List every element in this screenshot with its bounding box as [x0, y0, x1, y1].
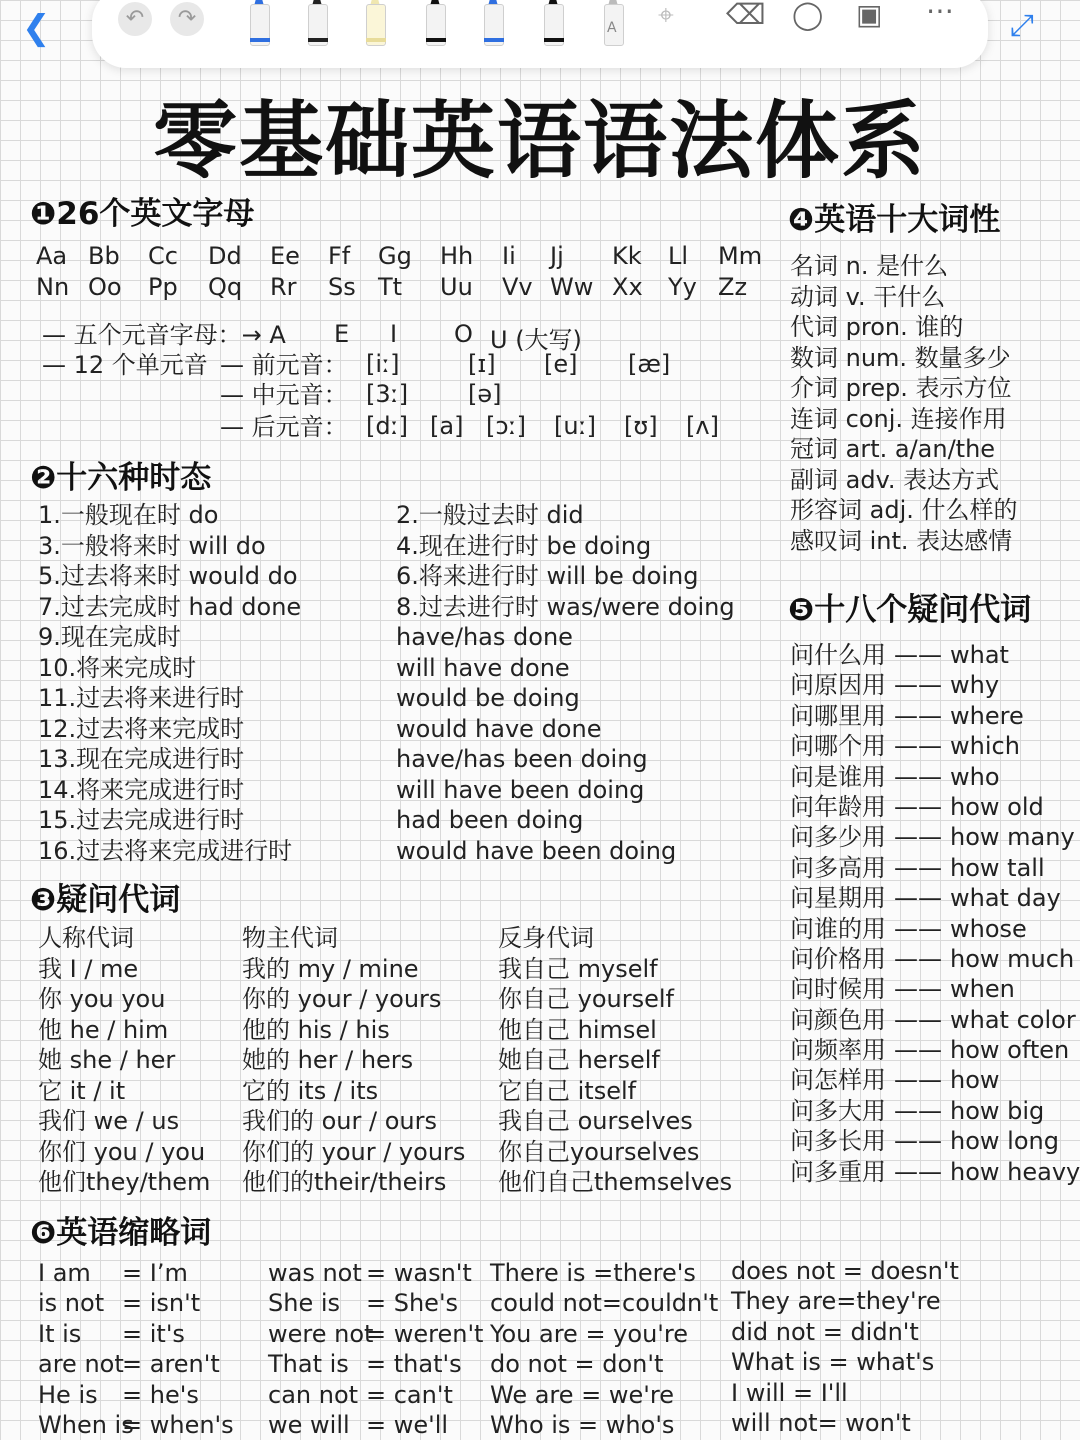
contraction-full: is not — [38, 1289, 105, 1318]
question-word-purpose: 问原因用 — [790, 671, 886, 700]
parts-of-speech-list — [790, 251, 1075, 556]
marker-blue-icon[interactable] — [482, 0, 504, 46]
alphabet-letter: Qq — [208, 273, 243, 301]
vowel-letters — [330, 320, 630, 354]
contraction-short: = he's — [122, 1380, 199, 1409]
front-vowel-label: — 前元音： — [220, 351, 348, 379]
question-word-answer: how heavy — [950, 1157, 1080, 1186]
pronoun-item: 她自己 herself — [498, 1046, 660, 1074]
phonetic-symbol: [uː] — [554, 412, 597, 440]
reflexive-pronouns-column — [498, 923, 778, 1198]
question-word-dash: —— — [894, 975, 942, 1004]
tense-item: have/has done — [396, 623, 573, 651]
alphabet-letter: Ff — [328, 242, 351, 270]
personal-pronouns-column — [38, 923, 238, 1198]
question-word-answer: whose — [950, 914, 1027, 943]
tense-item: 2.一般过去时 did — [396, 501, 584, 529]
tense-item: 10.将来完成时 — [38, 653, 197, 682]
question-word-answer: how tall — [950, 853, 1045, 882]
expand-icon[interactable]: ⤢ — [1010, 8, 1034, 43]
alphabet-letter: Vv — [502, 273, 533, 301]
tenses-left-column — [38, 500, 388, 866]
undo-icon[interactable]: ↶ — [118, 2, 152, 36]
question-word-answer: what color — [950, 1005, 1076, 1034]
alphabet-letter: Gg — [378, 242, 412, 270]
tense-item: 15.过去完成进行时 — [38, 806, 245, 834]
phonetic-symbol: [ə] — [468, 380, 502, 408]
marker-black-icon[interactable] — [424, 0, 446, 46]
question-word-purpose: 问星期用 — [790, 884, 886, 913]
tense-item: 6.将来进行时 will be doing — [396, 562, 699, 590]
question-word-row — [790, 1005, 1078, 1035]
pronoun-item: 你们的 your / yours — [242, 1137, 466, 1166]
question-word-row — [790, 1126, 1078, 1156]
pronoun-item: 她 she / her — [38, 1046, 176, 1074]
contraction-row — [38, 1380, 258, 1410]
pronoun-item: 他 he / him — [38, 1015, 169, 1044]
contractions-column-3 — [490, 1258, 725, 1440]
pronoun-item: 它自己 itself — [498, 1076, 637, 1105]
question-word-purpose: 问频率用 — [790, 1036, 886, 1065]
phonetic-symbol: [3ː] — [366, 380, 409, 408]
central-vowels — [366, 380, 566, 410]
question-word-row — [790, 701, 1078, 731]
question-word-row — [790, 1035, 1078, 1065]
chevron-left-icon[interactable]: ❮ — [22, 8, 51, 48]
question-word-row — [790, 883, 1078, 913]
tense-item: 1.一般现在时 do — [38, 501, 219, 529]
alphabet-letter: Jj — [550, 242, 564, 270]
pronoun-item: 他自己 himsel — [498, 1015, 657, 1044]
contraction-short: = I’m — [122, 1259, 188, 1287]
tense-item: would be doing — [396, 684, 580, 712]
question-word-purpose: 问哪里用 — [790, 701, 886, 730]
question-word-row — [790, 792, 1078, 822]
alphabet-letter: Ss — [328, 273, 356, 301]
alphabet-letter: Mm — [718, 242, 763, 270]
question-word-dash: —— — [894, 914, 942, 943]
question-word-purpose: 问多长用 — [790, 1127, 886, 1156]
more-icon[interactable]: ⋯ — [926, 0, 954, 27]
contraction-row: do not = don't — [490, 1350, 664, 1379]
phonetic-symbol: [ɪ] — [468, 350, 496, 378]
pronoun-item: 你 you you — [38, 985, 166, 1013]
page-title: 零基础英语语法体系 — [152, 92, 927, 190]
alphabet-letter: Zz — [718, 273, 748, 301]
question-word-row — [790, 853, 1078, 883]
contraction-row — [268, 1288, 483, 1318]
question-word-row — [790, 822, 1078, 852]
pronoun-item: 他的 his / his — [242, 1015, 390, 1044]
question-word-dash: —— — [894, 732, 942, 761]
question-word-row — [790, 1096, 1078, 1126]
alphabet-row-1 — [36, 242, 776, 274]
alphabet-letter: Ii — [502, 242, 516, 270]
question-word-answer: how — [950, 1066, 1000, 1095]
alphabet-letter: Uu — [440, 273, 473, 301]
tense-item: 3.一般将来时 will do — [38, 531, 266, 560]
part-of-speech-item: 数词 num. 数量多少 — [790, 343, 1011, 372]
section-question-words-heading: ❺十八个疑问代词 — [788, 592, 1032, 628]
question-word-row — [790, 731, 1078, 761]
tense-item: will have been doing — [396, 775, 645, 804]
image-icon[interactable]: ▣ — [856, 0, 883, 31]
tense-item: have/has been doing — [396, 745, 648, 773]
part-of-speech-item: 副词 adv. 表达方式 — [790, 465, 1000, 494]
question-word-answer: how long — [950, 1127, 1059, 1156]
section-contractions-heading: ❻英语缩略词 — [30, 1215, 212, 1251]
contraction-row: What is = what's — [731, 1348, 935, 1377]
tense-item: 7.过去完成时 had done — [38, 592, 302, 621]
central-vowel-label: — 中元音： — [220, 381, 348, 409]
question-word-purpose: 问多高用 — [790, 853, 886, 882]
pronoun-item: 物主代词 — [242, 924, 338, 952]
alphabet-letter: Hh — [440, 242, 474, 270]
question-word-purpose: 问多重用 — [790, 1157, 886, 1186]
tense-item: would have done — [396, 714, 602, 743]
pronoun-item: 他们they/them — [38, 1168, 211, 1196]
contraction-row: will not= won't — [731, 1408, 911, 1437]
possessive-pronouns-column — [242, 923, 492, 1198]
tense-item: 12.过去将来完成时 — [38, 714, 245, 743]
question-word-answer: what — [950, 641, 1009, 669]
question-word-dash: —— — [894, 1157, 942, 1186]
contraction-short: = aren't — [122, 1350, 220, 1379]
contraction-short: = weren't — [366, 1319, 484, 1348]
question-word-dash: —— — [894, 823, 942, 852]
front-vowels — [366, 350, 706, 380]
contractions-column-2 — [268, 1258, 483, 1440]
alphabet-letter: Ww — [550, 273, 594, 301]
tense-item: had been doing — [396, 806, 584, 834]
alphabet-letter: Tt — [378, 273, 403, 301]
part-of-speech-item: 形容词 adj. 什么样的 — [790, 496, 1018, 524]
part-of-speech-item: 代词 pron. 谁的 — [790, 313, 964, 341]
question-word-answer: how many — [950, 823, 1075, 852]
section-parts-of-speech-heading: ❹英语十大词性 — [788, 202, 1001, 238]
contraction-row: could not=couldn't — [490, 1289, 719, 1318]
monophthong-label: — 12 个单元音 — [42, 351, 208, 379]
alphabet-letter: Pp — [148, 273, 178, 301]
pencil-letter: A — [607, 20, 617, 36]
pronoun-item: 你自己yourselves — [498, 1137, 700, 1166]
tense-item: would have been doing — [396, 836, 677, 865]
contraction-short: = She's — [366, 1289, 459, 1318]
pen-black-icon[interactable] — [306, 0, 328, 46]
pronoun-item: 我自己 ourselves — [498, 1107, 693, 1135]
contraction-short: = isn't — [122, 1289, 201, 1318]
part-of-speech-item: 介词 prep. 表示方位 — [790, 374, 1012, 402]
ruler-icon[interactable]: ⌖ — [658, 0, 674, 31]
contraction-row: does not = doesn't — [731, 1257, 959, 1285]
question-word-purpose: 问多大用 — [790, 1096, 886, 1125]
back-vowel-label: — 后元音： — [220, 413, 348, 441]
pronoun-item: 我的 my / mine — [242, 954, 419, 983]
question-word-dash: —— — [894, 944, 942, 973]
part-of-speech-item: 名词 n. 是什么 — [790, 252, 949, 280]
question-word-row — [790, 944, 1078, 974]
tense-item: 4.现在进行时 be doing — [396, 531, 652, 560]
pen-blue-icon[interactable] — [248, 0, 270, 46]
tense-item: 11.过去将来进行时 — [38, 684, 245, 712]
pronoun-item: 他们自己themselves — [498, 1168, 733, 1196]
alphabet-letter: Dd — [208, 242, 242, 270]
vowel-letter: I — [390, 320, 398, 348]
tense-item: 5.过去将来时 would do — [38, 562, 298, 590]
phonetic-symbol: [ɔː] — [486, 412, 526, 440]
alphabet-letter: Ee — [270, 242, 300, 270]
alphabet-letter: Aa — [36, 242, 68, 270]
question-word-purpose: 问时候用 — [790, 975, 886, 1004]
tense-item: 14.将来完成进行时 — [38, 775, 245, 804]
question-word-purpose: 问怎样用 — [790, 1066, 886, 1095]
question-word-answer: how much — [950, 944, 1075, 973]
contraction-short: = when's — [122, 1410, 234, 1439]
phonetic-symbol: [ʌ] — [686, 412, 719, 440]
contraction-row: There is =there's — [490, 1259, 696, 1287]
phonetic-symbol: [ʊ] — [624, 412, 658, 440]
alphabet-letter: Yy — [668, 273, 697, 301]
pronoun-item: 它的 its / its — [242, 1076, 379, 1105]
alphabet-letter: Rr — [270, 273, 297, 301]
contraction-row: Who is = who's — [490, 1410, 675, 1439]
question-word-dash: —— — [894, 1036, 942, 1065]
alphabet-letter: Xx — [612, 273, 643, 301]
question-word-row — [790, 1157, 1078, 1187]
question-word-dash: —— — [894, 884, 942, 913]
pronoun-item: 人称代词 — [38, 924, 134, 952]
contraction-short: = that's — [366, 1350, 462, 1379]
question-word-answer: how old — [950, 792, 1044, 821]
question-word-answer: who — [950, 762, 1000, 791]
brush-black-icon[interactable] — [542, 0, 564, 46]
contraction-full: can not — [268, 1380, 359, 1409]
contraction-row — [38, 1410, 258, 1440]
contraction-row — [38, 1288, 258, 1318]
lasso-icon[interactable]: ◯ — [792, 0, 824, 31]
question-word-dash: —— — [894, 1005, 942, 1034]
contraction-row: You are = you're — [490, 1319, 688, 1348]
question-word-purpose: 问颜色用 — [790, 1005, 886, 1034]
phonetic-symbol: [dː] — [366, 412, 409, 440]
question-word-dash: —— — [894, 762, 942, 791]
contraction-full: When is — [38, 1410, 134, 1439]
contraction-full: He is — [38, 1380, 98, 1409]
contraction-row — [268, 1349, 483, 1379]
pronoun-item: 他们的their/theirs — [242, 1168, 447, 1196]
contraction-row — [268, 1319, 483, 1349]
contraction-row: We are = we're — [490, 1380, 674, 1409]
tense-item: will have done — [396, 653, 570, 682]
contraction-full: She is — [268, 1289, 341, 1318]
question-word-purpose: 问年龄用 — [790, 792, 886, 821]
contraction-full: was not — [268, 1259, 362, 1287]
contraction-row: did not = didn't — [731, 1317, 919, 1346]
contraction-row: I will = I'll — [731, 1378, 848, 1407]
question-word-dash: —— — [894, 1127, 942, 1156]
question-words-list — [790, 640, 1078, 1187]
pencil-icon[interactable] — [602, 0, 624, 46]
question-word-purpose: 问什么用 — [790, 641, 886, 669]
contraction-full: It is — [38, 1319, 82, 1348]
alphabet-letter: Nn — [36, 273, 70, 301]
question-word-answer: why — [950, 671, 1000, 700]
part-of-speech-item: 感叹词 int. 表达感情 — [790, 526, 1013, 555]
question-word-answer: where — [950, 701, 1024, 730]
contraction-full: I am — [38, 1259, 91, 1287]
vowel-letters-label: — 五个元音字母：→ A — [42, 321, 286, 349]
alphabet-letter: Kk — [612, 242, 642, 270]
question-word-dash: —— — [894, 1096, 942, 1125]
contraction-short: = it's — [122, 1319, 185, 1348]
question-word-answer: which — [950, 732, 1020, 761]
phonetic-symbol: [æ] — [628, 350, 671, 378]
question-word-row — [790, 670, 1078, 700]
question-word-purpose: 问价格用 — [790, 944, 886, 973]
part-of-speech-item: 动词 v. 干什么 — [790, 282, 946, 311]
contraction-short: = we'll — [366, 1410, 449, 1439]
contraction-row: They are=they're — [731, 1287, 941, 1316]
vowel-letter: U (大写) — [490, 326, 582, 354]
alphabet-letter: Bb — [88, 242, 120, 270]
tense-item: 9.现在完成时 — [38, 623, 181, 651]
phonetic-symbol: [iː] — [366, 350, 400, 378]
contraction-full: we will — [268, 1410, 350, 1439]
alphabet-letter: Ll — [668, 242, 689, 270]
contraction-row — [268, 1410, 483, 1440]
part-of-speech-item: 连词 conj. 连接作用 — [790, 404, 1007, 433]
section-tenses-heading: ❷十六种时态 — [30, 460, 212, 496]
contraction-row — [268, 1258, 483, 1288]
redo-icon[interactable]: ↷ — [170, 2, 204, 36]
contraction-short: = can't — [366, 1380, 453, 1409]
question-word-dash: —— — [894, 1066, 942, 1095]
pronoun-item: 你的 your / yours — [242, 985, 442, 1013]
question-word-row — [790, 1065, 1078, 1095]
tense-item: 8.过去进行时 was/were doing — [396, 592, 735, 621]
contraction-row — [38, 1349, 258, 1379]
contraction-row — [38, 1319, 258, 1349]
pronoun-item: 你们 you / you — [38, 1137, 206, 1166]
question-word-purpose: 问多少用 — [790, 823, 886, 852]
vowel-letter: E — [334, 320, 350, 348]
highlighter-icon[interactable] — [364, 0, 386, 46]
contraction-row — [38, 1258, 258, 1288]
top-toolbar — [0, 0, 1080, 60]
phonetic-symbol: [e] — [544, 350, 578, 378]
section-pronouns-heading: ❸疑问代词 — [30, 882, 181, 918]
question-word-dash: —— — [894, 701, 942, 730]
alphabet-letter: Oo — [88, 273, 122, 301]
alphabet-letter: Cc — [148, 242, 178, 270]
tense-item: 16.过去将来完成进行时 — [38, 836, 293, 865]
question-word-purpose: 问是谁用 — [790, 762, 886, 791]
contraction-short: = wasn't — [366, 1259, 472, 1287]
tense-item: 13.现在完成进行时 — [38, 745, 245, 773]
question-word-answer: how often — [950, 1036, 1070, 1065]
question-word-row — [790, 914, 1078, 944]
contraction-row — [268, 1380, 483, 1410]
question-word-row — [790, 640, 1078, 670]
question-word-purpose: 问谁的用 — [790, 914, 886, 943]
contraction-full: were not — [268, 1319, 374, 1348]
contraction-full: That is — [268, 1350, 349, 1379]
phonetic-symbol: [a] — [430, 412, 464, 440]
question-word-row — [790, 974, 1078, 1004]
eraser-icon[interactable]: ⌫ — [726, 0, 766, 31]
question-word-dash: —— — [894, 671, 942, 700]
question-word-dash: —— — [894, 792, 942, 821]
pronoun-item: 反身代词 — [498, 924, 594, 952]
question-word-answer: when — [950, 975, 1015, 1004]
question-word-dash: —— — [894, 641, 942, 669]
section-alphabet-heading: ❶26个英文字母 — [30, 196, 255, 232]
contraction-full: are not — [38, 1350, 124, 1379]
question-word-purpose: 问哪个用 — [790, 732, 886, 761]
question-word-answer: what day — [950, 884, 1061, 913]
vowel-letter: O — [454, 320, 473, 348]
question-word-dash: —— — [894, 853, 942, 882]
contractions-column-4 — [731, 1256, 971, 1438]
pronoun-item: 她的 her / hers — [242, 1046, 414, 1074]
pronoun-item: 它 it / it — [38, 1076, 126, 1105]
question-word-answer: how big — [950, 1096, 1045, 1125]
tool-palette — [92, 0, 988, 68]
pronoun-item: 我们 we / us — [38, 1107, 180, 1135]
back-vowels — [366, 412, 726, 442]
question-word-row — [790, 762, 1078, 792]
pronoun-item: 你自己 yourself — [498, 985, 674, 1013]
pronoun-item: 我们的 our / ours — [242, 1107, 437, 1135]
part-of-speech-item: 冠词 art. a/an/the — [790, 435, 996, 463]
pronoun-item: 我自己 myself — [498, 954, 658, 983]
tenses-right-column — [396, 500, 776, 866]
alphabet-row-2 — [36, 273, 776, 305]
pronoun-item: 我 I / me — [38, 954, 139, 983]
contractions-column-1 — [38, 1258, 258, 1440]
